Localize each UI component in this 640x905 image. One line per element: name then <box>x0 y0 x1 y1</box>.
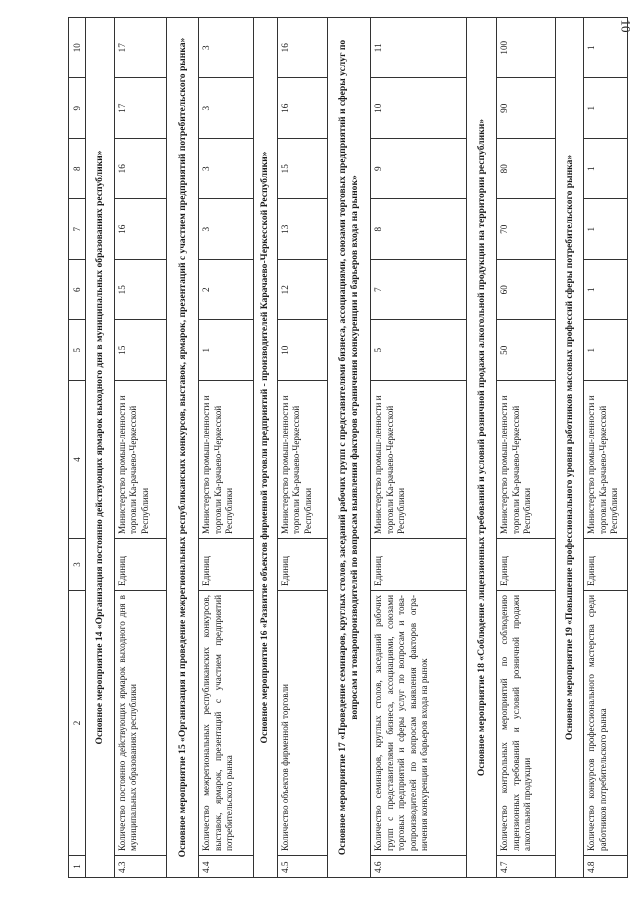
indicator-name: Количество постоянно действующих ярмарок выходного дня в муниципальных образованиях республики <box>114 591 166 856</box>
section-title: Основное мероприятие 15 «Организация и проведение межрегиональных республиканских конкурсов, выставок, ярмарок, презентаций с участием предприятий потребительского рынка» <box>166 18 199 878</box>
value-cell: 1 <box>584 260 628 321</box>
unit-cell: Единиц <box>199 539 253 591</box>
section-heading-row <box>86 18 114 878</box>
value-cell: 1 <box>584 199 628 260</box>
executor-cell: Министерство промыш-ленности и торговли Ка-рачаево-Черкесской Республики <box>114 381 166 539</box>
value-cell: 100 <box>497 18 556 79</box>
value-cell: 16 <box>114 199 166 260</box>
value-cell: 5 <box>371 320 467 381</box>
header-cell: 1 <box>69 856 86 878</box>
value-cell: 17 <box>114 78 166 139</box>
value-cell: 3 <box>199 199 253 260</box>
value-cell: 11 <box>371 18 467 79</box>
value-cell: 80 <box>497 139 556 200</box>
executor-cell: Министерство промыш-ленности и торговли Ка-рачаево-Черкесской Республики <box>371 381 467 539</box>
row-index: 4.5 <box>277 856 327 878</box>
row-index: 4.4 <box>199 856 253 878</box>
unit-cell: Единиц <box>114 539 166 591</box>
indicator-name: Количество семинаров, круглых столов, заседаний рабочих групп с представителями бизнеса, ассоциациями, союзами торговых предприятий и сферы услуг по вопросам и това-ропроизводителей по вопросам выявления факторов огра-ничения конкуренции и барьеров входа на рынок <box>371 591 467 856</box>
value-cell: 2 <box>199 260 253 321</box>
table-row <box>277 18 327 878</box>
section-heading-row <box>466 18 496 878</box>
executor-cell: Министерство промыш-ленности и торговли Ка-рачаево-Черкесской Республики <box>584 381 628 539</box>
executor-cell: Министерство промыш-ленности и торговли Ка-рачаево-Черкесской Республики <box>277 381 327 539</box>
section-heading-row <box>253 18 277 878</box>
table-row <box>114 18 166 878</box>
value-cell: 90 <box>497 78 556 139</box>
value-cell: 60 <box>497 260 556 321</box>
value-cell: 1 <box>584 139 628 200</box>
unit-cell: Единиц <box>584 539 628 591</box>
table-row <box>497 18 556 878</box>
section-heading-row <box>327 18 371 878</box>
header-cell: 5 <box>69 320 86 381</box>
value-cell: 1 <box>584 320 628 381</box>
value-cell: 1 <box>584 78 628 139</box>
section-heading-row <box>166 18 199 878</box>
table-row <box>584 18 628 878</box>
value-cell: 10 <box>277 320 327 381</box>
value-cell: 7 <box>371 260 467 321</box>
row-index: 4.6 <box>371 856 467 878</box>
section-title: Основное мероприятие 16 «Развитие объектов фирменной торговли предприятий - производителей Карачаево-Черкесской Республики» <box>253 18 277 878</box>
row-index: 4.8 <box>584 856 628 878</box>
section-title: Основное мероприятие 18 «Соблюдение лицензионных требований и условий розничной продажи алкогольной продукции на территории республики» <box>466 18 496 878</box>
value-cell: 3 <box>199 18 253 79</box>
header-cell: 9 <box>69 78 86 139</box>
unit-cell: Единиц <box>277 539 327 591</box>
value-cell: 3 <box>199 139 253 200</box>
header-row <box>69 18 86 878</box>
header-cell: 6 <box>69 260 86 321</box>
section-title: Основное мероприятие 19 «Повышение профессионального уровня работников массовых профессий сферы потребительского рынка» <box>556 18 584 878</box>
section-heading-row <box>556 18 584 878</box>
value-cell: 15 <box>114 260 166 321</box>
table-row <box>199 18 253 878</box>
header-cell: 4 <box>69 381 86 539</box>
value-cell: 15 <box>114 320 166 381</box>
value-cell: 13 <box>277 199 327 260</box>
header-cell: 2 <box>69 591 86 856</box>
indicator-name: Количество контрольных мероприятий по соблюдению лицензионных требований и условий розничной продажи алкогольной продукции <box>497 591 556 856</box>
indicator-name: Количество объектов фирменной торговли <box>277 591 327 856</box>
value-cell: 70 <box>497 199 556 260</box>
table-row <box>371 18 467 878</box>
indicator-name: Количество межрегиональных республиканских конкурсов, выставок, ярмарок, презентаций с участием предприятий потребительского рынка <box>199 591 253 856</box>
header-cell: 3 <box>69 539 86 591</box>
value-cell: 50 <box>497 320 556 381</box>
unit-cell: Единиц <box>497 539 556 591</box>
value-cell: 3 <box>199 78 253 139</box>
value-cell: 17 <box>114 18 166 79</box>
value-cell: 1 <box>584 18 628 79</box>
page-number: 10 <box>618 19 634 33</box>
row-index: 4.3 <box>114 856 166 878</box>
header-cell: 7 <box>69 199 86 260</box>
value-cell: 1 <box>199 320 253 381</box>
value-cell: 15 <box>277 139 327 200</box>
value-cell: 9 <box>371 139 467 200</box>
header-cell: 8 <box>69 139 86 200</box>
unit-cell: Единиц <box>371 539 467 591</box>
executor-cell: Министерство промыш-ленности и торговли Ка-рачаево-Черкесской Республики <box>199 381 253 539</box>
document-sheet <box>68 18 628 878</box>
value-cell: 10 <box>371 78 467 139</box>
value-cell: 16 <box>114 139 166 200</box>
indicator-name: Количество конкурсов профессионального мастерства среди работников потребительского рынка <box>584 591 628 856</box>
value-cell: 16 <box>277 18 327 79</box>
value-cell: 12 <box>277 260 327 321</box>
value-cell: 16 <box>277 78 327 139</box>
executor-cell: Министерство промыш-ленности и торговли Ка-рачаево-Черкесской Республики <box>497 381 556 539</box>
row-index: 4.7 <box>497 856 556 878</box>
indicators-table <box>68 17 628 878</box>
section-title: Основное мероприятие 17 «Проведение семинаров, круглых столов, заседаний рабочих групп с представителями бизнеса, ассоциациями, союзами торговых предприятий и сферы услуг по вопросам и товаропроизводителей по вопросам выявления факторов ограничения конкуренции и барьеров входа на рынок» <box>327 18 371 878</box>
section-title: Основное мероприятие 14 «Организация постоянно действующих ярмарок выходного дня в муниципальных образованиях республики» <box>86 18 114 878</box>
header-cell: 10 <box>69 18 86 79</box>
value-cell: 8 <box>371 199 467 260</box>
